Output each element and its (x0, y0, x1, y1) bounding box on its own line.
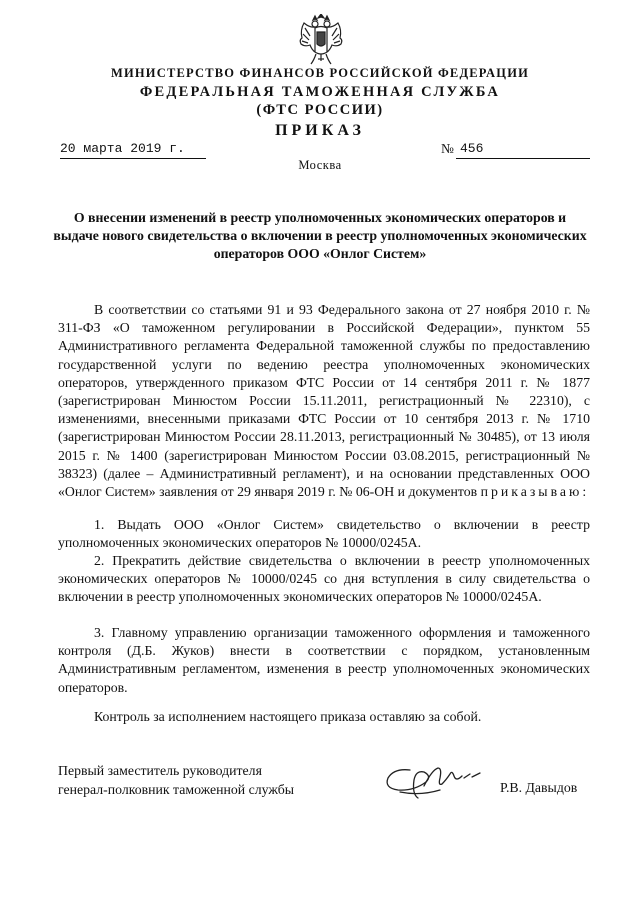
number-field (456, 141, 590, 159)
date-field (60, 141, 206, 159)
handwritten-signature (380, 756, 498, 804)
document-type: ПРИКАЗ (275, 122, 365, 139)
order-item-3: 3. Главному управлению организации таможенного оформления и таможенного контроля (Д.Б. Жуков) внести в соответствии с порядком, установленным Административным регламентом, изменения в реестр уполномоченных экономических операторов. (58, 625, 590, 695)
position-line-1: Первый заместитель руководителя (58, 763, 262, 778)
order-number: 456 (460, 141, 484, 156)
service-abbreviation: (ФТС РОССИИ) (256, 102, 384, 118)
preamble-paragraph (58, 301, 590, 501)
service-name: ФЕДЕРАЛЬНАЯ ТАМОЖЕННАЯ СЛУЖБА (139, 84, 501, 100)
signatory-name: Р.В. Давыдов (500, 780, 578, 795)
preamble-text: В соответствии со статьями 91 и 93 Федерального закона от 27 ноября 2010 г. № 311-ФЗ «О таможенном регулировании в Российской Федерации», пунктом 55 Административного регламента Федеральной таможенной службы по предоставлению государственной услуги по ведению реестра уполномоченных экономических операторов, утвержденного приказом ФТС России от 14 сентября 2011 г. № 1877 (зарегистрирован Минюстом России 15.11.2011, регистрационный № 22310), с изменениями, внесенными приказами ФТС России от 10 сентября 2013 г. № 1710 (зарегистрирован Минюстом России 28.11.2013, регистрационный № 30485), от 13 июля 2015 г. № 1400 (зарегистрирован Минюстом России 03.08.2015, регистрационный № 38323) (далее – Административный регламент), и на основании представленных ООО «Онлог Систем» заявления от 29 января 2019 г. № 06-ОН и документов (58, 302, 590, 500)
city: Москва (298, 158, 342, 172)
control-clause: Контроль за исполнением настоящего приказа оставляю за собой. (94, 709, 482, 724)
position-line-2: генерал-полковник таможенной службы (58, 781, 294, 797)
order-subject: О внесении изменений в реестр уполномоченных экономических операторов и выдаче нового свидетельства о включении в реестр уполномоченных экономических операторов ООО «Онлог Систем» (53, 210, 587, 261)
order-word: приказываю: (480, 484, 590, 500)
order-item-2: 2. Прекратить действие свидетельства о включении в реестр уполномоченных экономических операторов № 10000/0245 со дня вступления в силу свидетельства о включении в реестр уполномоченных экономических операторов № 10000/0245А. (58, 553, 590, 605)
order-date: 20 марта 2019 г. (60, 141, 185, 156)
russian-coat-of-arms-icon (296, 14, 346, 66)
order-item-1: 1. Выдать ООО «Онлог Систем» свидетельство о включении в реестр уполномоченных экономических операторов № 10000/0245А. (58, 517, 590, 551)
signatory-position (58, 762, 294, 799)
ministry-name: МИНИСТЕРСТВО ФИНАНСОВ РОССИЙСКОЙ ФЕДЕРАЦИИ (110, 66, 530, 80)
number-sign: № (441, 141, 454, 156)
